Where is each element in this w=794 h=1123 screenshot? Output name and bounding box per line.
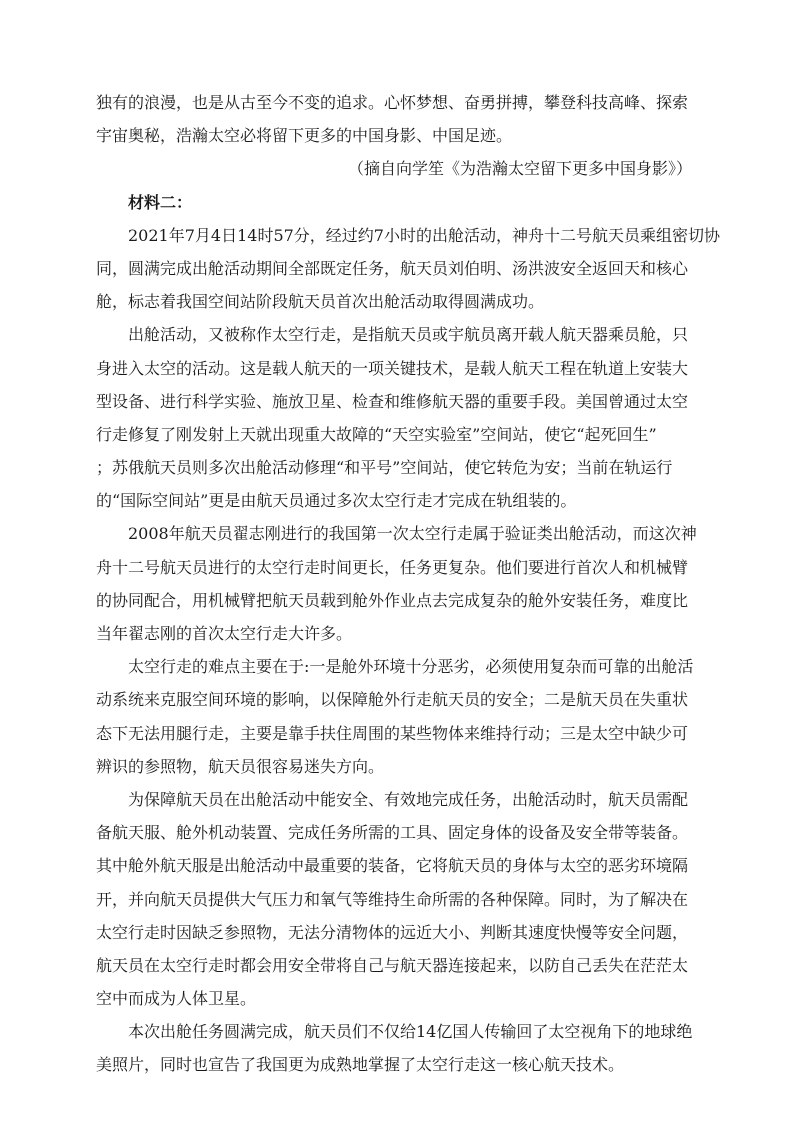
text-line: 当年翟志刚的首次太空行走大许多。: [96, 624, 353, 643]
text-line: ；苏俄航天员则多次出舱活动修理“和平号”空间站，使它转危为安；当前在轨运行: [96, 458, 673, 478]
paragraph: [96, 650, 698, 783]
text-line: 2008年航天员翟志刚进行的我国第一次太空行走属于验证类出舱活动，而这次神: [128, 524, 697, 544]
text-line: 开，并向航天员提供大气压力和氧气等维持生命所需的各种保障。同时，为了解决在: [96, 889, 689, 909]
text-line: 美照片，同时也宣告了我国更为成熟地掌握了太空行走这一核心航天技术。: [96, 1055, 625, 1075]
text-line: 舟十二号航天员进行的太空行走时间更长，任务更复杂。他们要进行首次人和机械臂: [96, 557, 689, 577]
paragraph-intro-continuation: [96, 86, 698, 152]
paragraph: [96, 517, 698, 650]
paragraph: [96, 1015, 698, 1081]
text-line: 的协同配合，用机械臂把航天员载到舱外作业点去完成复杂的舱外安装任务，难度比: [96, 590, 689, 610]
text-line: 为保障航天员在出舱活动中能安全、有效地完成任务，出舱活动时，航天员需配: [128, 789, 689, 809]
text-line: 空中而成为人体卫星。: [96, 989, 257, 1009]
text-line: 舱，标志着我国空间站阶段航天员首次出舱活动取得圆满成功。: [96, 292, 545, 312]
text-line: 身进入太空的活动。这是载人航天的一项关键技术，是载人航天工程在轨道上安装大: [96, 358, 689, 378]
text-line: 动系统来克服空间环境的影响，以保障舱外行走航天员的安全；二是航天员在失重状: [96, 690, 689, 710]
text-line: 的“国际空间站”更是由航天员通过多次太空行走才完成在轨组装的。: [96, 491, 577, 511]
text-line: （摘自向学笙《为浩瀚太空留下更多中国身影》）: [347, 159, 692, 179]
text-line: 太空行走时因缺乏参照物，无法分清物体的远近大小、判断其速度快慢等安全问题，: [96, 922, 689, 942]
text-line: 宇宙奥秘，浩瀚太空必将留下更多的中国身影、中国足迹。: [96, 126, 513, 146]
text-line: 出舱活动，又被称作太空行走，是指航天员或宇航员离开载人航天器乘员舱，只: [128, 325, 689, 345]
text-line: 航天员在太空行走时都会用安全带将自己与航天器连接起来，以防自己丢失在茫茫太: [96, 955, 689, 975]
section-heading: [96, 186, 698, 219]
text-line: 本次出舱任务圆满完成，航天员们不仅给14亿国人传输回了太空视角下的地球绝: [128, 1022, 693, 1042]
document-page: [96, 86, 720, 1082]
text-line: 同，圆满完成出舱活动期间全部既定任务，航天员刘伯明、汤洪波安全返回天和核心: [96, 258, 689, 278]
text-line: 2021年7月4日14时57分，经过约7小时的出舱活动，神舟十二号航天员乘组密切协: [128, 225, 720, 245]
text-line: 型设备、进行科学实验、施放卫星、检查和维修航天器的重要手段。美国曾通过太空: [96, 391, 689, 411]
text-line: 备航天服、舱外机动装置、完成任务所需的工具、固定身体的设备及安全带等装备。: [96, 823, 689, 843]
text-line: 独有的浪漫，也是从古至今不变的追求。心怀梦想、奋勇拼搏，攀登科技高峰、探索: [96, 93, 689, 112]
text-line: 辨识的参照物，航天员很容易迷失方向。: [96, 756, 385, 776]
text-line: 行走修复了刚发射上天就出现重大故障的“天空实验室”空间站，使它“起死回生”: [96, 424, 657, 444]
material-title: 材料二：: [128, 192, 193, 212]
source-citation: [96, 152, 698, 185]
text-line: 态下无法用腿行走，主要是靠手扶住周围的某些物体来维持行动；三是太空中缺少可: [96, 723, 689, 743]
text-line: 太空行走的难点主要在于:一是舱外环境十分恶劣，必须使用复杂而可靠的出舱活: [128, 657, 694, 677]
text-line: 其中舱外航天服是出舱活动中最重要的装备，它将航天员的身体与太空的恶劣环境隔: [96, 856, 689, 876]
paragraph: [96, 219, 720, 319]
paragraph: [96, 783, 698, 1015]
paragraph: [96, 318, 698, 517]
